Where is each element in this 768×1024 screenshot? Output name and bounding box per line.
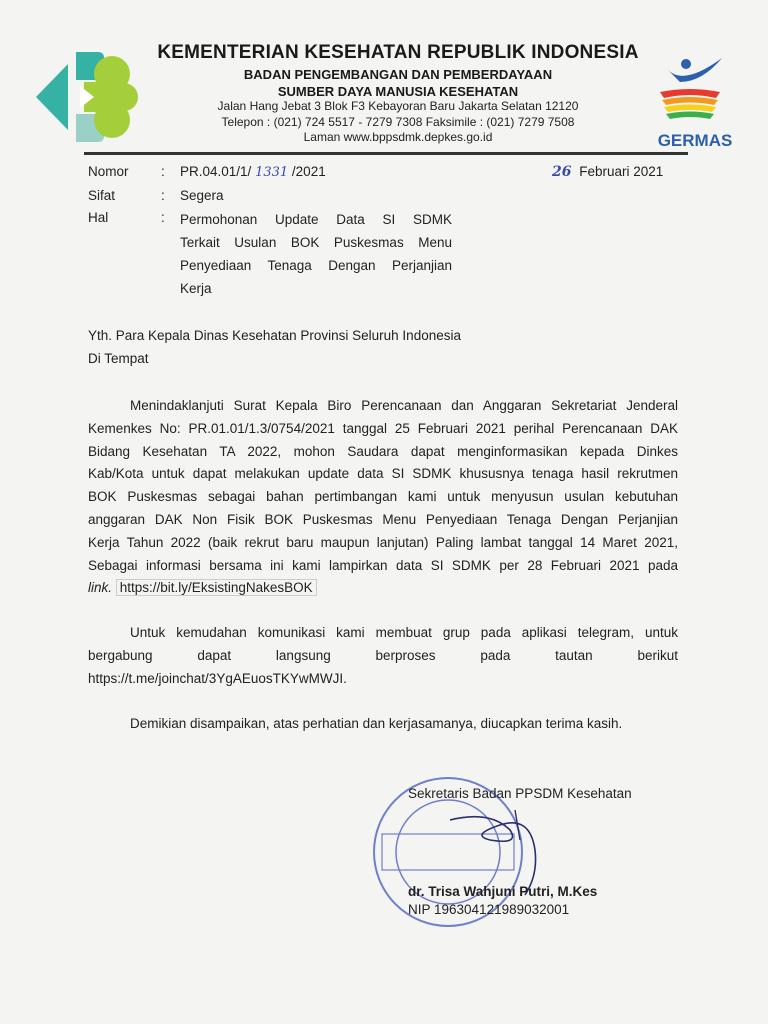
paragraph-line: Menindaklanjuti Surat Kepala Biro Perencanaan dan Anggaran Sekretariat Jenderal [130, 398, 678, 413]
nomor-label: Nomor [88, 164, 129, 179]
nomor-colon: : [161, 164, 165, 179]
hal-line: Penyediaan Tenaga Dengan Perjanjian [180, 258, 452, 273]
link-line [88, 577, 678, 600]
germas-label: GERMAS [657, 131, 733, 150]
letter-date [552, 164, 663, 180]
date-rest: Februari 2021 [579, 164, 664, 179]
paragraph-line: anggaran DAK Non Fisik BOK Puskesmas Menu Penyediaan Tenaga Dengan Perjanjian [88, 511, 678, 527]
closing-sentence: Demikian disampaikan, atas perhatian dan kerjasamanya, diucapkan terima kasih. [130, 716, 623, 731]
kemenkes-logo [28, 42, 140, 148]
addressee-line: Yth. Para Kepala Dinas Kesehatan Provinsi Seluruh Indonesia [88, 328, 461, 343]
hal-line: Permohonan Update Data SI SDMK [180, 212, 452, 227]
agency-name-line2: SUMBER DAYA MANUSIA KESEHATAN [277, 84, 519, 99]
phone-line: Telepon : (021) 724 5517 - 7279 7308 Faksimile : (021) 7279 7508 [221, 114, 575, 129]
paragraph-line: Untuk kemudahan komunikasi kami membuat grup pada aplikasi telegram, untuk [130, 625, 678, 640]
paragraph-line: Sebagai informasi bersama ini kami lampirkan data SI SDMK per 28 Februari 2021 pada [88, 557, 678, 573]
telegram-link[interactable]: https://t.me/joinchat/3YgAEuosTKYwMWJI. [88, 670, 347, 686]
addressee-place: Di Tempat [88, 350, 149, 366]
hal-line: Kerja [180, 281, 212, 296]
signer-name: dr. Trisa Wahjuni Putri, M.Kes [408, 884, 598, 899]
nomor-suffix: /2021 [291, 164, 326, 179]
link-label: link. [88, 580, 113, 596]
germas-logo [650, 52, 740, 150]
hal-subject [180, 208, 452, 300]
agency-name-line1: BADAN PENGEMBANGAN DAN PEMBERDAYAAN [243, 67, 553, 82]
signer-nip: NIP 196304121989032001 [408, 902, 570, 917]
date-handwritten: 26 [552, 164, 572, 180]
paragraph-line: Kab/Kota untuk dapat melakukan update data SI SDMK khususnya tenaga hasil rekrutmen [88, 466, 678, 482]
paragraph-line: bergabung dapat langsung berproses pada tautan berikut [88, 647, 678, 663]
sifat-label: Sifat [88, 188, 116, 203]
nomor-value [180, 164, 326, 180]
addressee [88, 325, 461, 371]
hal-colon: : [161, 210, 165, 225]
sifat-value: Segera [180, 188, 224, 203]
paragraph-line: BOK Puskesmas sebagai bahan pertimbangan kami untuk menyusun usulan kebutuhan [88, 489, 678, 505]
paragraph-line: Bidang Kesehatan TA 2022, mohon Saudara dapat menginformasikan kepada Dinkes [88, 443, 678, 459]
paragraph-main [88, 395, 678, 600]
hal-line: Terkait Usulan BOK Puskesmas Menu [180, 235, 452, 250]
address-block [143, 99, 653, 146]
header-divider [84, 152, 688, 155]
data-link[interactable]: https://bit.ly/EksistingNakesBOK [116, 579, 317, 596]
sifat-colon: : [161, 188, 165, 203]
nomor-handwritten: 1331 [255, 165, 289, 180]
ministry-title: KEMENTERIAN KESEHATAN REPUBLIK INDONESIA [157, 42, 639, 63]
website-line: Laman www.bppsdmk.depkes.go.id [303, 130, 493, 144]
paragraph-line: Kerja Tahun 2022 (baik rekrut baru maupun lanjutan) Paling lambat tanggal 14 Maret 2021, [88, 534, 678, 550]
address-line: Jalan Hang Jebat 3 Blok F3 Kebayoran Baru Jakarta Selatan 12120 [217, 99, 579, 113]
hal-label: Hal [88, 210, 109, 225]
nomor-prefix: PR.04.01/1/ [180, 164, 252, 179]
signer-position: Sekretaris Badan PPSDM Kesehatan [408, 786, 632, 801]
germas-emblem-icon [650, 52, 740, 124]
paragraph-line: Kemenkes No: PR.01.01/1.3/0754/2021 tanggal 25 Februari 2021 perihal Perencanaan DAK [88, 420, 678, 436]
paragraph-telegram [88, 622, 678, 690]
